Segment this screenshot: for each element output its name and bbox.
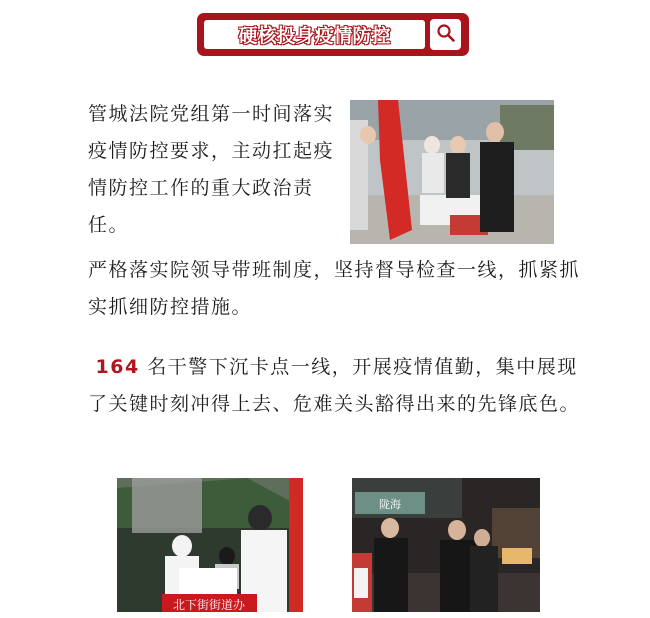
night-sign-text: 陇海 [379,498,401,511]
photo-night-checkpoint [352,478,540,612]
header-title-box [204,20,425,49]
photo-tent-checkpoint [117,478,303,612]
search-icon [436,23,456,47]
paragraph-leadership-duty: 严格落实院领导带班制度，坚持督导检查一线，抓紧抓实抓细防控措施。 [88,259,581,318]
paragraph-police-text: 名干警下沉卡点一线，开展疫情值勤，集中展现了关键时刻冲得上去、危难关头豁得出来的先锋底色。 [88,356,581,415]
page-title: 硬核投身疫情防控 [238,25,391,47]
tent-sign-text: 北下街街道办 [172,598,246,612]
header-search-bar [197,13,469,56]
highlight-number: 164 [95,356,140,378]
photo-leaders-inspection [350,100,554,244]
search-button[interactable] [430,19,461,50]
paragraph-party-group: 管城法院党组第一时间落实疫情防控要求，主动扛起疫情防控工作的重大政治责任。 [88,103,335,236]
paragraph-police-frontline [88,349,588,423]
